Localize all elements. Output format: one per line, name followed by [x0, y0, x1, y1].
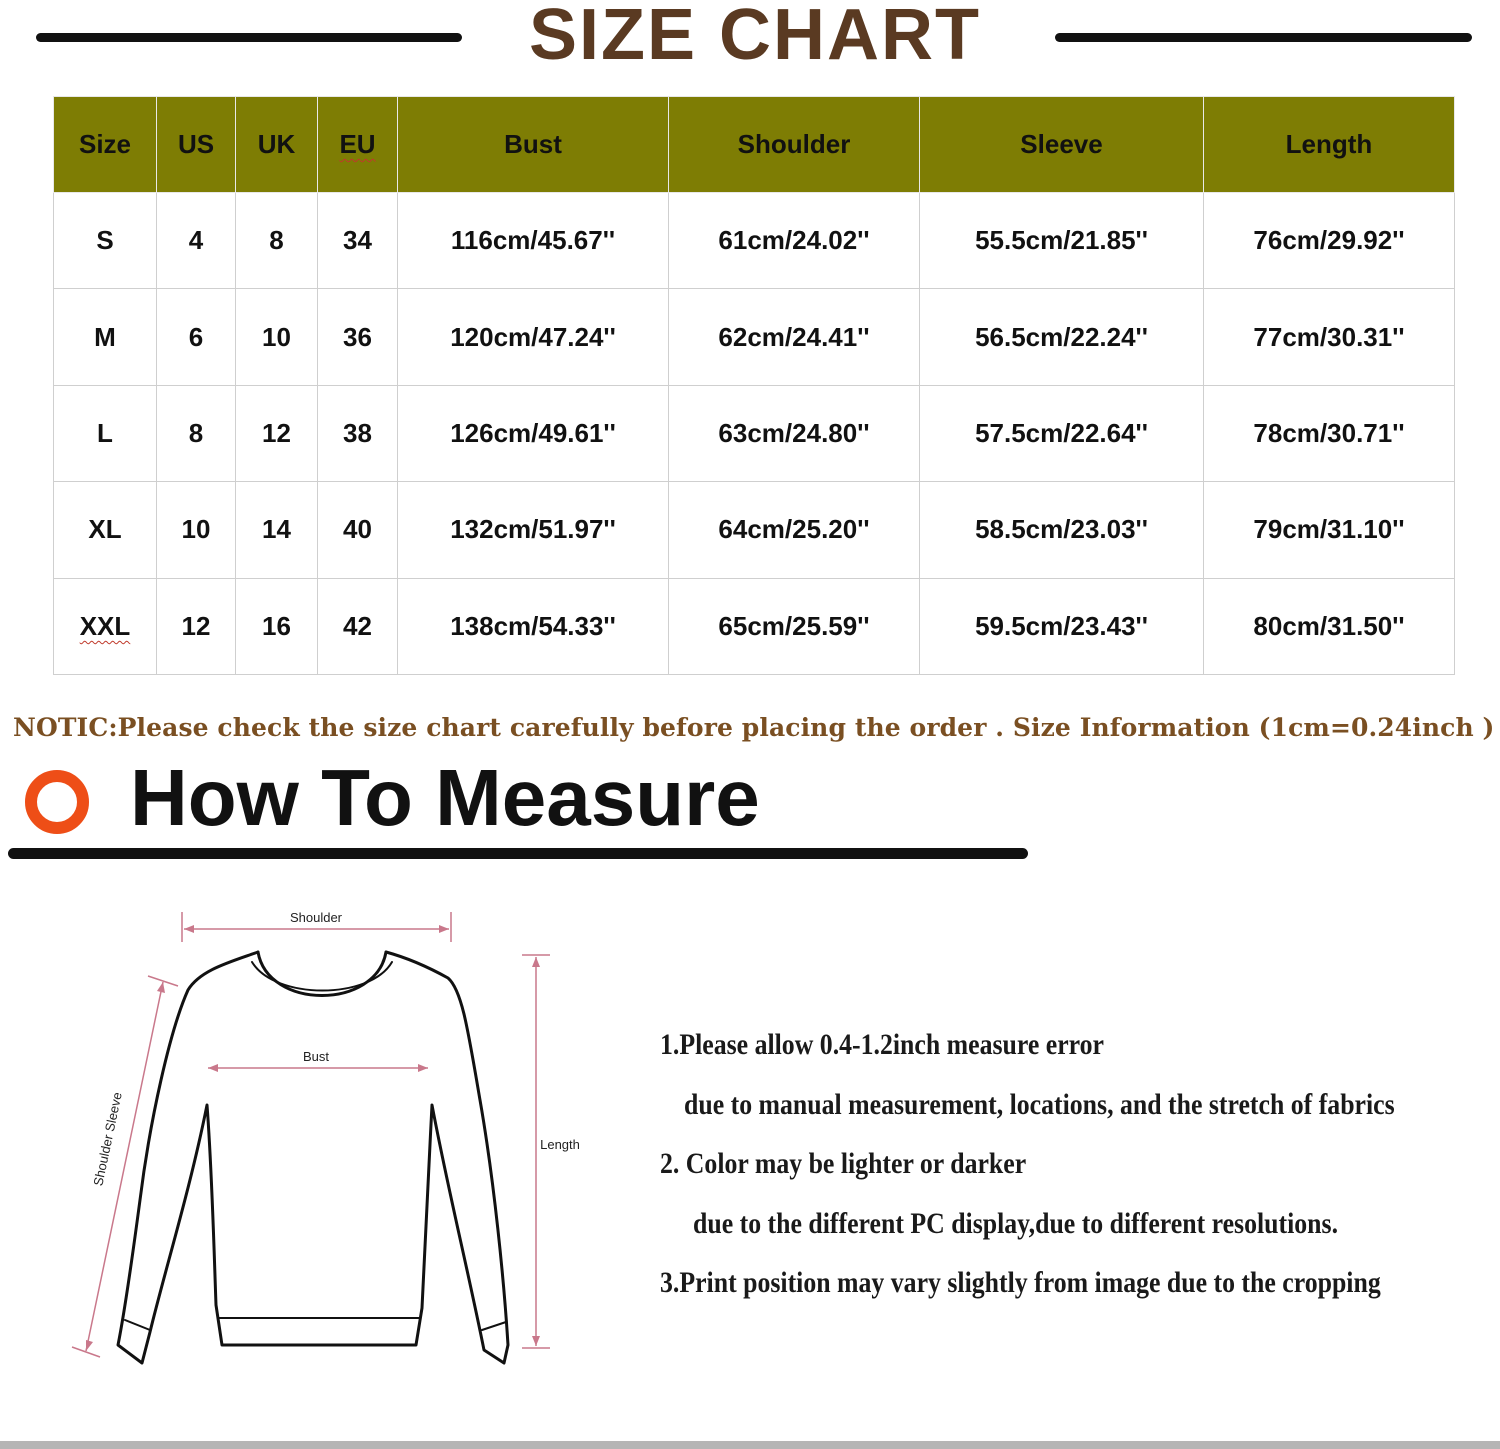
note-2-detail: due to the different PC display,due to different resolutions.: [693, 1207, 1339, 1240]
cell-size: S: [54, 193, 157, 289]
note-2: 2. Color may be lighter or darker: [660, 1147, 1027, 1180]
sleeve-label: Shoulder Sleeve: [90, 1090, 125, 1188]
header-length: Length: [1204, 97, 1455, 193]
header-rule-right: [1055, 33, 1472, 42]
header-uk: UK: [236, 97, 318, 193]
cell-shoulder: 63cm/24.80'': [669, 385, 920, 481]
note-1-detail: due to manual measurement, locations, and the stretch of fabrics: [684, 1088, 1395, 1121]
cell-sleeve: 58.5cm/23.03'': [920, 482, 1204, 578]
cell-eu: 42: [318, 578, 398, 674]
cell-eu: 40: [318, 482, 398, 578]
cell-bust: 132cm/51.97'': [398, 482, 669, 578]
cell-uk: 8: [236, 193, 318, 289]
cell-size: L: [54, 385, 157, 481]
note-3: 3.Print position may vary slightly from image due to the cropping: [660, 1266, 1381, 1299]
sweater-outline: [118, 952, 508, 1363]
orange-ring-icon: [25, 770, 89, 834]
how-to-measure-title: How To Measure: [130, 753, 760, 842]
header-eu: [318, 97, 398, 193]
header-bust: Bust: [398, 97, 669, 193]
bottom-border: [0, 1441, 1500, 1449]
length-label: Length: [540, 1137, 580, 1152]
header-size: Size: [54, 97, 157, 193]
cell-size: M: [54, 289, 157, 385]
table-row: [54, 578, 1455, 674]
table-row: [54, 193, 1455, 289]
cell-length: 80cm/31.50'': [1204, 578, 1455, 674]
cell-us: 12: [157, 578, 236, 674]
cell-uk: 14: [236, 482, 318, 578]
cell-eu: 34: [318, 193, 398, 289]
cell-uk: 12: [236, 385, 318, 481]
shoulder-label: Shoulder: [289, 910, 343, 925]
cell-shoulder: 62cm/24.41'': [669, 289, 920, 385]
note-1: 1.Please allow 0.4-1.2inch measure error: [660, 1028, 1105, 1061]
page-title: SIZE CHART: [529, 0, 981, 75]
cell-uk: 16: [236, 578, 318, 674]
cell-size: XL: [54, 482, 157, 578]
size-chart-table: [53, 96, 1455, 675]
cell-bust: 120cm/47.24'': [398, 289, 669, 385]
table-row: [54, 289, 1455, 385]
cell-size-label: XXL: [79, 610, 131, 641]
header-eu-label: EU: [339, 129, 376, 159]
header-rule-left: [36, 33, 462, 42]
cell-size: [54, 578, 157, 674]
cell-sleeve: 56.5cm/22.24'': [920, 289, 1204, 385]
cell-us: 6: [157, 289, 236, 385]
cell-uk: 10: [236, 289, 318, 385]
cell-shoulder: 65cm/25.59'': [669, 578, 920, 674]
cell-length: 79cm/31.10'': [1204, 482, 1455, 578]
measure-guides: [72, 912, 550, 1357]
header-shoulder: Shoulder: [669, 97, 920, 193]
table-row: [54, 385, 1455, 481]
cell-length: 76cm/29.92'': [1204, 193, 1455, 289]
cell-bust: 116cm/45.67'': [398, 193, 669, 289]
cell-length: 78cm/30.71'': [1204, 385, 1455, 481]
cell-sleeve: 59.5cm/23.43'': [920, 578, 1204, 674]
cell-sleeve: 57.5cm/22.64'': [920, 385, 1204, 481]
cell-eu: 36: [318, 289, 398, 385]
cell-sleeve: 55.5cm/21.85'': [920, 193, 1204, 289]
cell-us: 8: [157, 385, 236, 481]
cell-bust: 126cm/49.61'': [398, 385, 669, 481]
cell-shoulder: 64cm/25.20'': [669, 482, 920, 578]
cell-length: 77cm/30.31'': [1204, 289, 1455, 385]
bust-label: Bust: [302, 1049, 330, 1064]
cell-eu: 38: [318, 385, 398, 481]
sweater-measure-diagram: [60, 900, 620, 1380]
cell-bust: 138cm/54.33'': [398, 578, 669, 674]
how-to-measure-rule: [8, 848, 1028, 859]
cell-us: 10: [157, 482, 236, 578]
cell-us: 4: [157, 193, 236, 289]
size-notice: NOTIC:Please check the size chart carefully before placing the order . Size Information (1cm=0.24inch ): [13, 713, 1495, 742]
table-row: [54, 482, 1455, 578]
cell-shoulder: 61cm/24.02'': [669, 193, 920, 289]
header-us: US: [157, 97, 236, 193]
table-header-row: [54, 97, 1455, 193]
header-sleeve: Sleeve: [920, 97, 1204, 193]
